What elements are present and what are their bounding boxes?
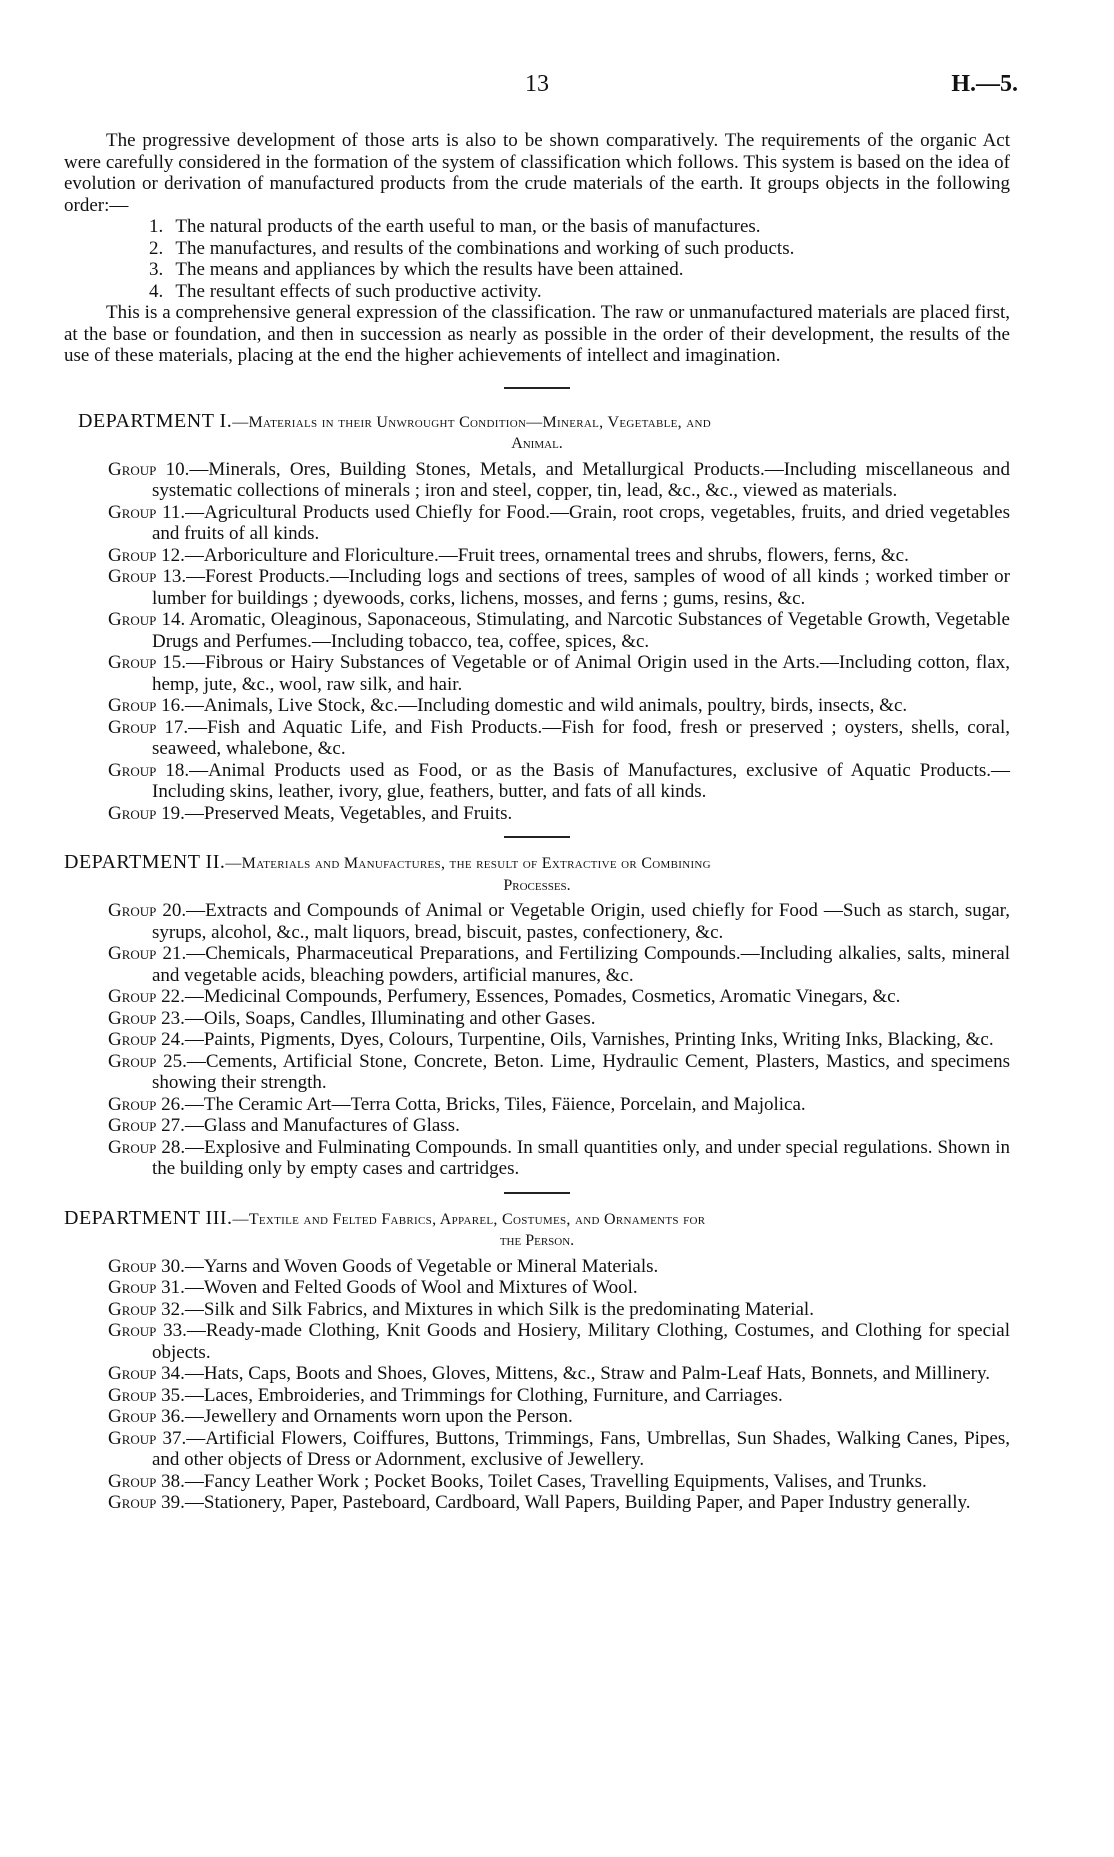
group-entry: Group 15.—Fibrous or Hairy Substances of Vegetable or of Animal Origin used in the Arts.—Including cotton, flax, hemp, jute, &c., wool, raw silk, and hair.	[108, 652, 1010, 695]
department-heading	[64, 411, 1010, 455]
list-item: 1. The natural products of the earth useful to man, or the basis of manufactures.	[149, 216, 761, 237]
department-name: DEPARTMENT II.	[64, 851, 226, 873]
list-item: 3. The means and appliances by which the results have been attained.	[149, 259, 684, 280]
group-entry: Group 11.—Agricultural Products used Chiefly for Food.—Grain, root crops, vegetables, fruits, and dried vegetables and fruits of all kinds.	[108, 501, 1010, 544]
group-entry: Group 36.—Jewellery and Ornaments worn upon the Person.	[108, 1406, 573, 1427]
group-entry: Group 14. Aromatic, Oleaginous, Saponaceous, Stimulating, and Narcotic Substances of Vegetable Growth, Vegetable Drugs and Perfumes.—Including tobacco, tea, coffee, spices, &c.	[108, 609, 1010, 652]
document-reference: H.—5.	[951, 71, 1018, 97]
list-item: 4. The resultant effects of such productive activity.	[149, 280, 542, 302]
department-title-continued: Processes.	[503, 876, 571, 894]
group-entry: Group 34.—Hats, Caps, Boots and Shoes, Gloves, Mittens, &c., Straw and Palm-Leaf Hats, Bonnets, and Millinery.	[108, 1363, 991, 1384]
group-entry: Group 38.—Fancy Leather Work ; Pocket Books, Toilet Cases, Travelling Equipments, Valises, and Trunks.	[108, 1470, 927, 1492]
group-entry: Group 31.—Woven and Felted Goods of Wool and Mixtures of Wool.	[108, 1277, 638, 1298]
department-title-continued: Animal.	[511, 435, 563, 452]
group-entry: Group 16.—Animals, Live Stock, &c.—Including domestic and wild animals, poultry, birds, insects, &c.	[108, 695, 908, 716]
group-entry: Group 25.—Cements, Artificial Stone, Concrete, Beton. Lime, Hydraulic Cement, Plasters, Mastics, and specimens showing their strength.	[108, 1050, 1010, 1093]
department-heading	[64, 852, 1010, 896]
group-entry: Group 23.—Oils, Soaps, Candles, Illuminating and other Gases.	[108, 1007, 596, 1029]
department-heading	[64, 1208, 1010, 1252]
section-divider	[504, 1192, 570, 1194]
department-name: DEPARTMENT III.	[64, 1206, 233, 1229]
group-entry: Group 10.—Minerals, Ores, Building Stones, Metals, and Metallurgical Products.—Including miscellaneous and systematic collections of minerals ; iron and steel, copper, tin, lead, &c., &c., viewed as materials.	[108, 458, 1010, 501]
group-entry: Group 39.—Stationery, Paper, Pasteboard, Cardboard, Wall Papers, Building Paper, and Paper Industry generally.	[108, 1492, 971, 1513]
group-entry: Group 27.—Glass and Manufactures of Glass.	[108, 1115, 460, 1136]
page-body	[64, 130, 1010, 1514]
group-entry: Group 24.—Paints, Pigments, Dyes, Colours, Turpentine, Oils, Varnishes, Printing Inks, Writing Inks, Blacking, &c.	[108, 1029, 994, 1050]
page-number: 13	[525, 71, 549, 97]
list-item: 2. The manufactures, and results of the combinations and working of such products.	[149, 237, 795, 259]
group-entry: Group 33.—Ready-made Clothing, Knit Goods and Hosiery, Military Clothing, Costumes, and Clothing for special objects.	[108, 1320, 1010, 1363]
group-entry: Group 30.—Yarns and Woven Goods of Vegetable or Mineral Materials.	[108, 1255, 659, 1277]
department-title: —Textile and Felted Fabrics, Apparel, Costumes, and Ornaments for	[232, 1210, 706, 1228]
group-entry: Group 18.—Animal Products used as Food, or as the Basis of Manufactures, exclusive of Aquatic Products.—Including skins, leather, ivory, glue, feathers, butter, and fats of all kinds.	[108, 759, 1010, 802]
intro-paragraph: The progressive development of those arts is also to be shown comparatively. The requirements of the organic Act were carefully considered in the formation of the system of classification which follows. This system is based on the idea of evolution or derivation of manufactured products from the crude materials of the earth. It groups objects in the following order:—	[64, 130, 1010, 216]
department-title: —Materials in their Unwrought Condition—Mineral, Vegetable, and	[232, 413, 712, 431]
page-header	[0, 71, 1114, 104]
department-title-continued: the Person.	[499, 1232, 575, 1249]
department-name: DEPARTMENT I.	[78, 409, 233, 432]
group-entry: Group 19.—Preserved Meats, Vegetables, and Fruits.	[108, 802, 513, 824]
group-entry: Group 20.—Extracts and Compounds of Animal or Vegetable Origin, used chiefly for Food —Such as starch, sugar, syrups, alcohol, &c., malt liquors, bread, biscuit, pastes, confectionery, &c.	[108, 900, 1010, 943]
group-entry: Group 37.—Artificial Flowers, Coiffures, Buttons, Trimmings, Fans, Umbrellas, Sun Shades, Walking Canes, Pipes, and other objects of Dress or Adornment, exclusive of Jewellery.	[108, 1427, 1010, 1470]
group-entry: Group 13.—Forest Products.—Including logs and sections of trees, samples of wood of all kinds ; worked timber or lumber for buildings ; dyewoods, corks, lichens, mosses, and ferns ; gums, resins, &c.	[108, 566, 1011, 609]
group-entry: Group 35.—Laces, Embroideries, and Trimmings for Clothing, Furniture, and Carriages.	[108, 1384, 783, 1406]
group-entry: Group 32.—Silk and Silk Fabrics, and Mixtures in which Silk is the predominating Material.	[108, 1298, 814, 1320]
classification-order-list	[64, 216, 1010, 302]
section-divider	[504, 387, 570, 389]
summary-paragraph: This is a comprehensive general expression of the classification. The raw or unmanufactured materials are placed first, at the base or foundation, and then in succession as nearly as possible in the order of their development, the results of the use of these materials, placing at the end the higher achievements of intellect and imagination.	[64, 302, 1010, 366]
group-entry: Group 12.—Arboriculture and Floriculture.—Fruit trees, ornamental trees and shrubs, flowers, ferns, &c.	[108, 544, 909, 566]
department-title: —Materials and Manufactures, the result of Extractive or Combining	[225, 855, 711, 872]
group-entry: Group 26.—The Ceramic Art—Terra Cotta, Bricks, Tiles, Fäience, Porcelain, and Majolica.	[108, 1093, 806, 1115]
group-entry: Group 28.—Explosive and Fulminating Compounds. In small quantities only, and under special regulations. Shown in the building only by empty cases and cartridges.	[108, 1136, 1011, 1179]
group-entry: Group 21.—Chemicals, Pharmaceutical Preparations, and Fertilizing Compounds.—Including alkalies, salts, mineral and vegetable acids, bleaching powders, artificial manures, &c.	[108, 943, 1011, 986]
group-entry: Group 22.—Medicinal Compounds, Perfumery, Essences, Pomades, Cosmetics, Aromatic Vinegars, &c.	[108, 986, 901, 1007]
section-divider	[504, 836, 570, 838]
group-entry: Group 17.—Fish and Aquatic Life, and Fish Products.—Fish for food, fresh or preserved ; oysters, shells, coral, seaweed, whalebone, &c.	[108, 716, 1011, 759]
